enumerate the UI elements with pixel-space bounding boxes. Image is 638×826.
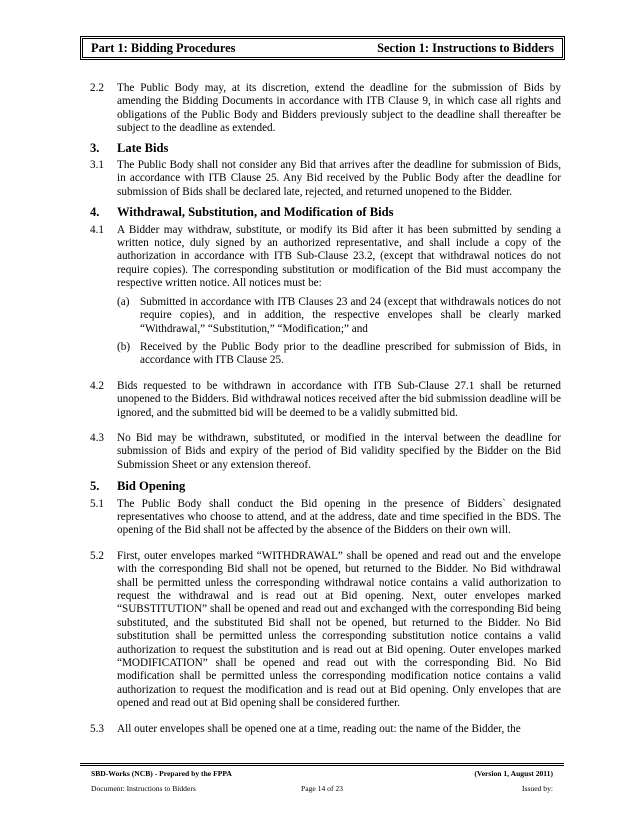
clause-text: First, outer envelopes marked “WITHDRAWAL” shall be opened and read out and the envelope with the corresponding Bid shall not be opened, but returned to the Bidder. No Bid withdrawal shall be permitted unless the corresponding withdrawal notice contains a valid authorization to request the withdrawal and is read out at Bid opening. Next, outer envelopes marked “SUBSTITUTION” shall be opened and read out and exchanged with the corresponding Bid being substituted, and the substituted Bid shall not be opened, but returned to the Bidder. No Bid substitution shall be permitted unless the corresponding substitution notice contains a valid authorization to request the substitution and is read out at Bid opening. Outer envelopes marked “MODIFICATION” shall be opened and read out with the corresponding Bid. No Bid modification shall be permitted unless the corresponding modification notice contains a valid authorization to request the modification and is read out at Bid opening. Only envelopes that are opened and read out at Bid opening shall be considered further. bbox=[117, 549, 561, 710]
clause-2-2 bbox=[90, 82, 561, 136]
header-part-title: Part 1: Bidding Procedures bbox=[91, 40, 236, 55]
heading-number: 5. bbox=[90, 479, 100, 494]
clause-text: All outer envelopes shall be opened one at a time, reading out: the name of the Bidder, the bbox=[117, 722, 521, 735]
clause-3-1 bbox=[90, 159, 561, 199]
heading-bid-opening bbox=[90, 480, 561, 493]
footer-top-row bbox=[91, 769, 553, 778]
clause-number: 4.2 bbox=[90, 379, 104, 392]
heading-title: Withdrawal, Substitution, and Modification of Bids bbox=[117, 205, 394, 220]
clause-text: The Public Body shall not consider any Bid that arrives after the deadline for submission of Bids, in accordance with ITB Clause 25. Any Bid received by the Public Body after the deadline for submission of Bids shall be declared late, rejected, and returned unopened to the Bidder. bbox=[117, 159, 561, 198]
clause-5-2 bbox=[90, 550, 561, 711]
sub-clause-b bbox=[117, 341, 561, 368]
heading-withdrawal bbox=[90, 206, 561, 219]
clause-number: 5.2 bbox=[90, 549, 104, 562]
clause-number: 5.1 bbox=[90, 497, 104, 510]
clause-number: 5.3 bbox=[90, 722, 104, 735]
clause-4-2 bbox=[90, 380, 561, 420]
clause-5-1 bbox=[90, 498, 561, 538]
heading-number: 4. bbox=[90, 205, 100, 220]
heading-number: 3. bbox=[90, 140, 100, 155]
sub-clause-label: (b) bbox=[117, 340, 131, 353]
clause-5-3 bbox=[90, 723, 561, 736]
clause-text: The Public Body shall conduct the Bid opening in the presence of Bidders` designated representatives who choose to attend, and at the address, date and time specified in the BDS. The opening of the Bid shall not be affected by the absence of the Bidders on their own will. bbox=[117, 497, 561, 537]
footer-rule-bottom bbox=[80, 765, 564, 766]
footer-document-name: Document: Instructions to Bidders bbox=[91, 784, 196, 793]
clause-text: No Bid may be withdrawn, substituted, or modified in the interval between the deadline for submission of Bids and expiry of the period of Bid validity specified by the Bidder on the Bid Submission Sheet or any extension thereof. bbox=[117, 431, 561, 471]
heading-title: Late Bids bbox=[117, 140, 169, 155]
clause-4-1 bbox=[90, 224, 561, 368]
clause-number: 3.1 bbox=[90, 159, 104, 172]
clause-number: 4.3 bbox=[90, 431, 104, 444]
heading-late-bids bbox=[90, 142, 561, 155]
document-body bbox=[90, 82, 561, 736]
footer-bottom-row bbox=[91, 784, 553, 793]
footer-rule-top bbox=[80, 763, 564, 764]
footer-issued-by: Issued by: bbox=[521, 784, 553, 793]
sub-clause-label: (a) bbox=[117, 295, 130, 308]
clause-number: 4.1 bbox=[90, 223, 104, 236]
footer-prepared-by: SBD-Works (NCB) - Prepared by the FPPA bbox=[91, 769, 232, 778]
page-header bbox=[80, 36, 565, 60]
clause-text: A Bidder may withdraw, substitute, or modify its Bid after it has been submitted by sending a written notice, duly signed by an authorized representative, and shall include a copy of the authorization in accordance with ITB Sub-Clause 23.2, (except that withdrawal notices do not require copies). The corresponding substitution or modification of the Bid must accompany the respective written notice. All notices must be: bbox=[117, 223, 561, 290]
clause-text: Bids requested to be withdrawn in accordance with ITB Sub-Clause 27.1 shall be returned unopened to the Bidders. Bid withdrawal notices received after the bid submission deadline will be ignored, and the submitted bid will be deemed to be a validly submitted bid. bbox=[117, 379, 561, 419]
sub-clause-text: Received by the Public Body prior to the deadline prescribed for submission of Bids, in accordance with ITB Clause 25. bbox=[140, 340, 561, 367]
footer-page-number: Page 14 of 23 bbox=[301, 784, 343, 793]
clause-4-3 bbox=[90, 432, 561, 472]
heading-title: Bid Opening bbox=[117, 479, 186, 494]
clause-body bbox=[117, 224, 561, 368]
clause-number: 2.2 bbox=[90, 82, 104, 94]
clause-text: The Public Body may, at its discretion, extend the deadline for the submission of Bids by amending the Bidding Documents in accordance with ITB Clause 9, in which case all rights and obligations of the Public Body and Bidders previously subject to the deadline shall thereafter be subject to the deadline as extended. bbox=[117, 82, 561, 135]
sub-clause-a bbox=[117, 296, 561, 336]
footer-version: (Version 1, August 2011) bbox=[474, 769, 553, 778]
sub-clause-text: Submitted in accordance with ITB Clauses 23 and 24 (except that withdrawals notices do not require copies), and in addition, the respective envelopes shall be clearly marked “Withdrawal,” “Substitution,” “Modification;” and bbox=[140, 295, 561, 335]
header-section-title: Section 1: Instructions to Bidders bbox=[377, 40, 554, 55]
